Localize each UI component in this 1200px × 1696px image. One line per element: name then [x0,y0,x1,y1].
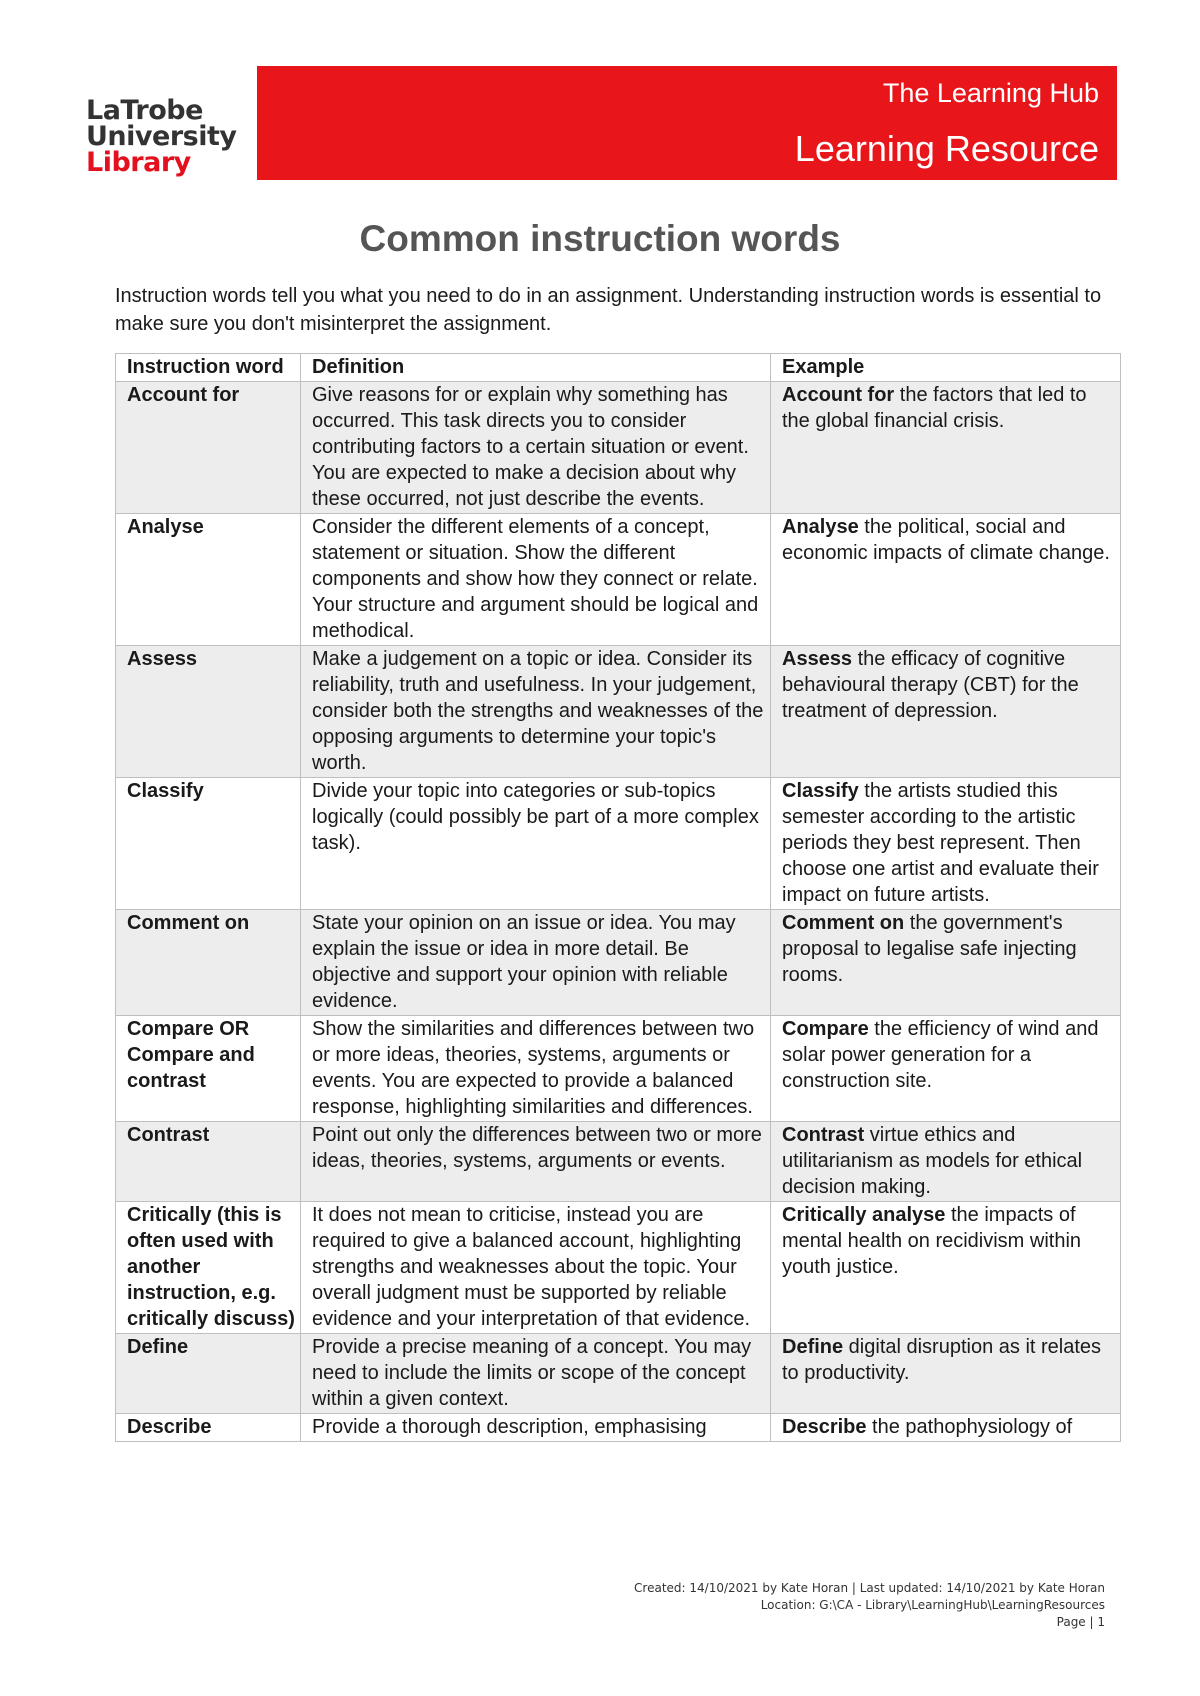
instruction-word-cell: Define [116,1334,301,1414]
example-cell [771,1122,1121,1202]
example-instruction-word: Account for [782,384,895,406]
table-row [116,1202,1121,1334]
table-row [116,1016,1121,1122]
table-body [116,382,1121,1442]
header-banner [257,66,1117,180]
table-row [116,1414,1121,1442]
example-instruction-word: Critically analyse [782,1204,946,1226]
table-row [116,514,1121,646]
example-instruction-word: Describe [782,1416,867,1438]
definition-cell: Divide your topic into categories or sub-topics logically (could possibly be part of a more complex task). [301,778,771,910]
definition-cell: Show the similarities and differences between two or more ideas, theories, systems, arguments or events. You are expected to provide a balanced response, highlighting similarities and differences. [301,1016,771,1122]
university-library-logo [86,95,237,178]
definition-cell: Point out only the differences between two or more ideas, theories, systems, arguments or events. [301,1122,771,1202]
example-cell [771,1414,1121,1442]
example-cell [771,778,1121,910]
footer-created: Created: 14/10/2021 by Kate Horan | Last updated: 14/10/2021 by Kate Horan [634,1581,1105,1595]
definition-cell: Provide a thorough description, emphasising [301,1414,771,1442]
definition-cell: Give reasons for or explain why something has occurred. This task directs you to consider contributing factors to a certain situation or event. You are expected to make a decision about why these occurred, not just describe the events. [301,382,771,514]
instruction-word-cell: Compare OR Compare and contrast [116,1016,301,1122]
example-cell [771,910,1121,1016]
banner-subtitle: The Learning Hub [882,78,1099,108]
definition-cell: Provide a precise meaning of a concept. You may need to include the limits or scope of the concept within a given context. [301,1334,771,1414]
instruction-word-cell: Assess [116,646,301,778]
banner-title: Learning Resource [794,128,1099,169]
definition-cell: It does not mean to criticise, instead you are required to give a balanced account, highlighting strengths and weaknesses about the topic. Your overall judgment must be supported by reliable evidence and your interpretation of that evidence. [301,1202,771,1334]
example-text: the efficacy of cognitive behavioural therapy (CBT) for the treatment of depression. [782,648,1079,722]
example-instruction-word: Classify [782,780,859,802]
instruction-word-cell: Classify [116,778,301,910]
footer-location: Location: G:\CA - Library\LearningHub\LearningResources [760,1598,1105,1612]
example-text: the artists studied this semester according to the artistic periods they best represent. Then choose one artist and evaluate their impact on future artists. [782,780,1099,906]
logo-line-1: LaTrobe [86,95,203,126]
logo-line-3: Library [86,147,191,178]
example-text: the efficiency of wind and solar power generation for a construction site. [782,1018,1099,1092]
column-header-word: Instruction word [116,354,301,382]
instruction-word-cell: Describe [116,1414,301,1442]
definition-cell: State your opinion on an issue or idea. You may explain the issue or idea in more detail. Be objective and support your opinion with reliable evidence. [301,910,771,1016]
example-text: the impacts of mental health on recidivism within youth justice. [782,1204,1082,1278]
instruction-word-cell: Comment on [116,910,301,1016]
instruction-words-table [115,353,1121,1442]
example-cell [771,514,1121,646]
example-instruction-word: Analyse [782,516,859,538]
table-row [116,910,1121,1016]
example-text: the factors that led to the global financial crisis. [782,384,1087,432]
instruction-word-cell: Analyse [116,514,301,646]
example-text: the pathophysiology of [866,1416,1073,1438]
table-row [116,1122,1121,1202]
footer-page-number: Page | 1 [1056,1615,1105,1629]
example-cell [771,646,1121,778]
page-title: Common instruction words [359,218,841,259]
example-cell [771,1202,1121,1334]
instruction-word-cell: Contrast [116,1122,301,1202]
definition-cell: Make a judgement on a topic or idea. Consider its reliability, truth and usefulness. In your judgement, consider both the strengths and weaknesses of the opposing arguments to determine your topic's worth. [301,646,771,778]
table-row [116,778,1121,910]
instruction-word-cell: Account for [116,382,301,514]
instruction-word-cell: Critically (this is often used with another instruction, e.g. critically discuss) [116,1202,301,1334]
example-cell [771,1016,1121,1122]
example-text: the government's proposal to legalise safe injecting rooms. [782,912,1077,986]
example-instruction-word: Define [782,1336,844,1358]
example-instruction-word: Compare [782,1018,869,1040]
column-header-example: Example [771,354,1121,382]
example-instruction-word: Contrast [782,1124,865,1146]
page-footer [634,1580,1105,1631]
table-row [116,646,1121,778]
example-text: the political, social and economic impacts of climate change. [782,516,1110,564]
example-instruction-word: Comment on [782,912,905,934]
definition-cell: Consider the different elements of a concept, statement or situation. Show the different components and show how they connect or relate. Your structure and argument should be logical and methodical. [301,514,771,646]
table-row [116,382,1121,514]
example-cell [771,1334,1121,1414]
example-text: virtue ethics and utilitarianism as models for ethical decision making. [782,1124,1083,1198]
logo-line-2: University [86,121,237,152]
table-row [116,1334,1121,1414]
table-header-row [116,354,1121,382]
example-text: digital disruption as it relates to productivity. [782,1336,1102,1384]
example-instruction-word: Assess [782,648,853,670]
example-cell [771,382,1121,514]
column-header-definition: Definition [301,354,771,382]
intro-paragraph: Instruction words tell you what you need to do in an assignment. Understanding instruction words is essential to make sure you don't misinterpret the assignment. [115,285,1102,335]
